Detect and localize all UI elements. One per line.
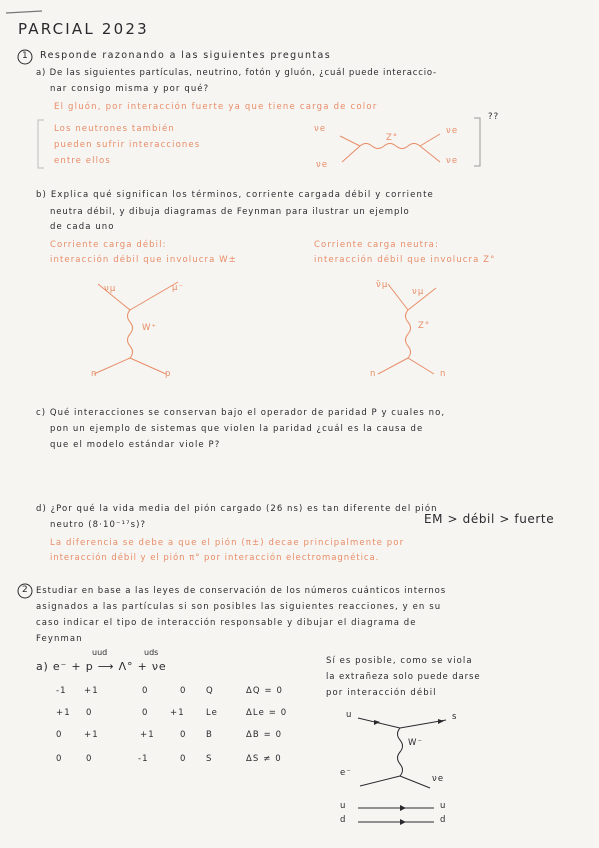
q1b-neutral-label-n-in: n (370, 369, 377, 379)
q2-le-name: Le (206, 708, 219, 718)
q1a-label-z0: Z° (386, 133, 399, 143)
q1a-answer: El gluón, por interacción fuerte ya que tiene carga de color (54, 102, 378, 112)
q2-le-value-lambda: 0 (142, 708, 149, 718)
q1a-note-line-1: Los neutrones también (54, 124, 175, 134)
q1a-right-bracket (472, 116, 482, 168)
q2-le-value-nu: +1 (170, 708, 185, 718)
q1b-charged-desc: interacción débil que involucra W± (50, 255, 237, 265)
q2-diag-label-w: W⁻ (408, 738, 424, 748)
q1d-line-1: d) ¿Por qué la vida media del pión cargado (26 ns) es tan diferente del pión (36, 504, 438, 514)
q2-answer-line-3: por interacción débil (326, 688, 437, 698)
q1d-answer-line-1: La diferencia se debe a que el pión (π±) decae principalmente por (50, 538, 405, 548)
q1b-line-1: b) Explica qué significan los términos, corriente cargada débil y corriente (36, 190, 434, 200)
q1a-label-nue-3: νe (446, 126, 459, 136)
q2-q-value-e: -1 (56, 686, 67, 696)
q1a-line-1: a) De las siguientes partículas, neutrino, fotón y gluón, ¿cuál puede interaccio- (36, 68, 437, 78)
q1b-neutral-label-numu: νμ (412, 287, 425, 297)
q1b-line-3: de cada uno (50, 222, 115, 232)
q2-diag-label-s: s (452, 712, 458, 722)
q1a-question-marks: ?? (488, 112, 500, 122)
q2-q-check: ΔQ = 0 (246, 686, 284, 696)
q2-diag-label-u-in: u (346, 710, 353, 720)
q1c-line-1: c) Qué interacciones se conservan bajo el operador de paridad P y cuales no, (36, 408, 446, 418)
q1d-answer-line-2: interacción débil y el pión π° por interacción electromagnética. (50, 553, 380, 563)
q2-s-value-lambda: -1 (138, 754, 149, 764)
q1b-neutral-title: Corriente carga neutra: (314, 240, 439, 250)
q1b-line-2: neutra débil, y dibuja diagramas de Feynman para ilustrar un ejemplo (50, 207, 410, 217)
q2-diag-label-d-spectator-in: d (340, 815, 347, 825)
q2-b-name: B (206, 730, 213, 740)
page-title: PARCIAL 2023 (18, 20, 149, 38)
q1a-note-line-3: entre ellos (54, 156, 111, 166)
q2-b-value-nu: 0 (180, 730, 187, 740)
q1c-line-3: que el modelo estándar viole P? (50, 440, 221, 450)
q2-le-value-e: +1 (56, 708, 71, 718)
q1b-charged-label-n: n (91, 369, 98, 379)
q2-s-check: ΔS ≠ 0 (246, 754, 282, 764)
q2-diag-label-nue: νe (432, 774, 445, 784)
q1b-charged-title: Corriente carga débil: (50, 240, 167, 250)
q2-s-value-nu: 0 (180, 754, 187, 764)
q2-diag-label-e: e⁻ (340, 768, 352, 778)
q1a-note-left-bracket (36, 118, 46, 170)
q1-heading: Responde razonando a las siguientes preguntas (40, 50, 332, 61)
q2-reaction: a) e⁻ + p ⟶ Λ° + νe (36, 660, 167, 673)
q2-le-check: ΔLe = 0 (246, 708, 288, 718)
q2-q-value-p: +1 (84, 686, 99, 696)
q1b-neutral-label-anti-numu: ν̄μ (376, 280, 389, 290)
q2-feynman-diagram (330, 700, 500, 830)
q2-s-value-p: 0 (86, 754, 93, 764)
q1a-line-2: nar consigo misma y por qué? (50, 84, 210, 94)
q1a-label-nue-1: νe (314, 124, 327, 134)
q1b-charged-label-w: W⁺ (142, 323, 158, 333)
q2-b-value-e: 0 (56, 730, 63, 740)
q1d-margin-note: EM > débil > fuerte (424, 512, 555, 526)
q1-number: 1 (22, 51, 28, 61)
q2-q-value-lambda: 0 (142, 686, 149, 696)
q1c-line-2: pon un ejemplo de sistemas que violen la paridad ¿cuál es la causa de (50, 424, 424, 434)
q2-line-4: Feynman (36, 634, 83, 644)
q2-b-check: ΔB = 0 (246, 730, 283, 740)
q1b-charged-label-p: p (165, 369, 172, 379)
q1b-neutral-label-n-out: n (440, 369, 447, 379)
q2-s-name: S (206, 754, 213, 764)
q1d-line-2: neutro (8·10⁻¹⁷s)? (50, 520, 147, 530)
page-edge-mark (0, 0, 599, 20)
q2-quark-label-proton: uud (92, 648, 108, 657)
q2-diag-label-d-spectator-out: d (440, 815, 447, 825)
q1a-label-nue-2: νe (316, 160, 329, 170)
q2-diag-label-u-spectator-in: u (340, 801, 347, 811)
q2-diag-label-u-spectator-out: u (440, 801, 447, 811)
q2-number: 2 (22, 585, 28, 595)
q2-q-value-nu: 0 (180, 686, 187, 696)
q1a-label-nue-4: νe (446, 156, 459, 166)
q2-s-value-e: 0 (56, 754, 63, 764)
q1b-neutral-label-z0: Z° (418, 321, 431, 331)
q2-q-name: Q (206, 686, 214, 696)
q2-le-value-p: 0 (86, 708, 93, 718)
q2-b-value-lambda: +1 (140, 730, 155, 740)
q2-line-1: Estudiar en base a las leyes de conservación de los números cuánticos internos (36, 586, 447, 596)
q2-answer-line-2: la extrañeza solo puede darse (326, 672, 481, 682)
q2-line-2: asignados a las partículas si son posibles las siguientes reacciones, y en su (36, 602, 442, 612)
q2-line-3: caso indicar el tipo de interacción responsable y dibujar el diagrama de (36, 618, 417, 628)
q1b-neutral-desc: interacción débil que involucra Z° (314, 255, 496, 265)
q1b-charged-label-muon: μ⁻ (172, 283, 185, 293)
q2-quark-label-lambda: uds (144, 648, 159, 657)
q1a-note-line-2: pueden sufrir interacciones (54, 140, 201, 150)
q2-answer-line-1: Sí es posible, como se viola (326, 656, 473, 666)
q1b-charged-label-numu: νμ (104, 284, 117, 294)
q2-b-value-p: +1 (84, 730, 99, 740)
